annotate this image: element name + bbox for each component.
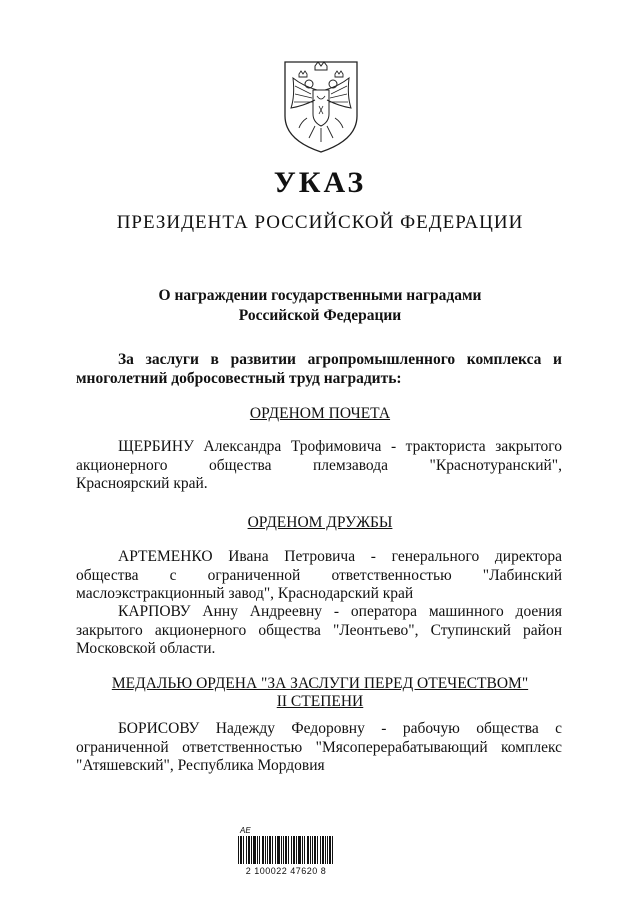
entry-line: ЩЕРБИНУ Александра Трофимовича - тракториста закрытого: [118, 438, 562, 455]
heading-line: О награждении государственными наградами: [158, 287, 482, 304]
entry-line: закрытого акционерного общества "Леонтьево", Ступинский район: [76, 621, 562, 639]
entry-line: КАРПОВУ Анну Андреевну - оператора машинного доения: [118, 603, 562, 620]
entry-line: Красноярский край.: [76, 475, 208, 492]
barcode-mark: АЕ: [240, 826, 251, 835]
award-entry: [76, 548, 562, 604]
russian-coat-of-arms-icon: [277, 56, 365, 154]
intro-line: За заслуги в развитии агропромышленного комплекса и: [118, 351, 562, 368]
intro-line: многолетний добросовестный труд наградить:: [76, 370, 402, 387]
entry-line: "Атяшевский", Республика Мордовия: [76, 757, 325, 774]
entry-line: ограниченной ответственностью "Мясоперерабатывающий комплекс: [76, 738, 562, 756]
entry-line: Московской области.: [76, 640, 216, 657]
award-section-title: [0, 675, 640, 711]
entry-line: акционерного общества племзавода "Краснотуранский",: [76, 456, 562, 474]
document-title: УКАЗ: [273, 166, 367, 199]
award-entry: [76, 438, 562, 494]
barcode-bars-icon: [236, 836, 336, 864]
entry-line: общества с ограниченной ответственностью "Лабинский: [76, 566, 562, 584]
entry-line: БОРИСОВУ Надежду Федоровну - рабочую общества с: [118, 720, 562, 737]
section-title-line: МЕДАЛЬЮ ОРДЕНА "ЗА ЗАСЛУГИ ПЕРЕД ОТЕЧЕСТВОМ": [111, 675, 529, 692]
section-title-line: II СТЕПЕНИ: [276, 693, 364, 710]
award-section-title: ОРДЕНОМ ПОЧЕТА: [249, 405, 391, 422]
award-entry: [76, 720, 562, 776]
decree-heading: [110, 286, 530, 326]
document-subtitle: ПРЕЗИДЕНТА РОССИЙСКОЙ ФЕДЕРАЦИИ: [116, 212, 524, 233]
heading-line: Российской Федерации: [238, 307, 402, 324]
award-section-title: ОРДЕНОМ ДРУЖБЫ: [247, 514, 393, 531]
entry-line: АРТЕМЕНКО Ивана Петровича - генерального директора: [118, 548, 562, 565]
barcode-number: 2 100022 47620 8: [245, 866, 327, 876]
entry-line: маслоэкстракционный завод", Краснодарский край: [76, 585, 414, 602]
decree-intro: [76, 350, 562, 388]
award-entry: [76, 603, 562, 659]
